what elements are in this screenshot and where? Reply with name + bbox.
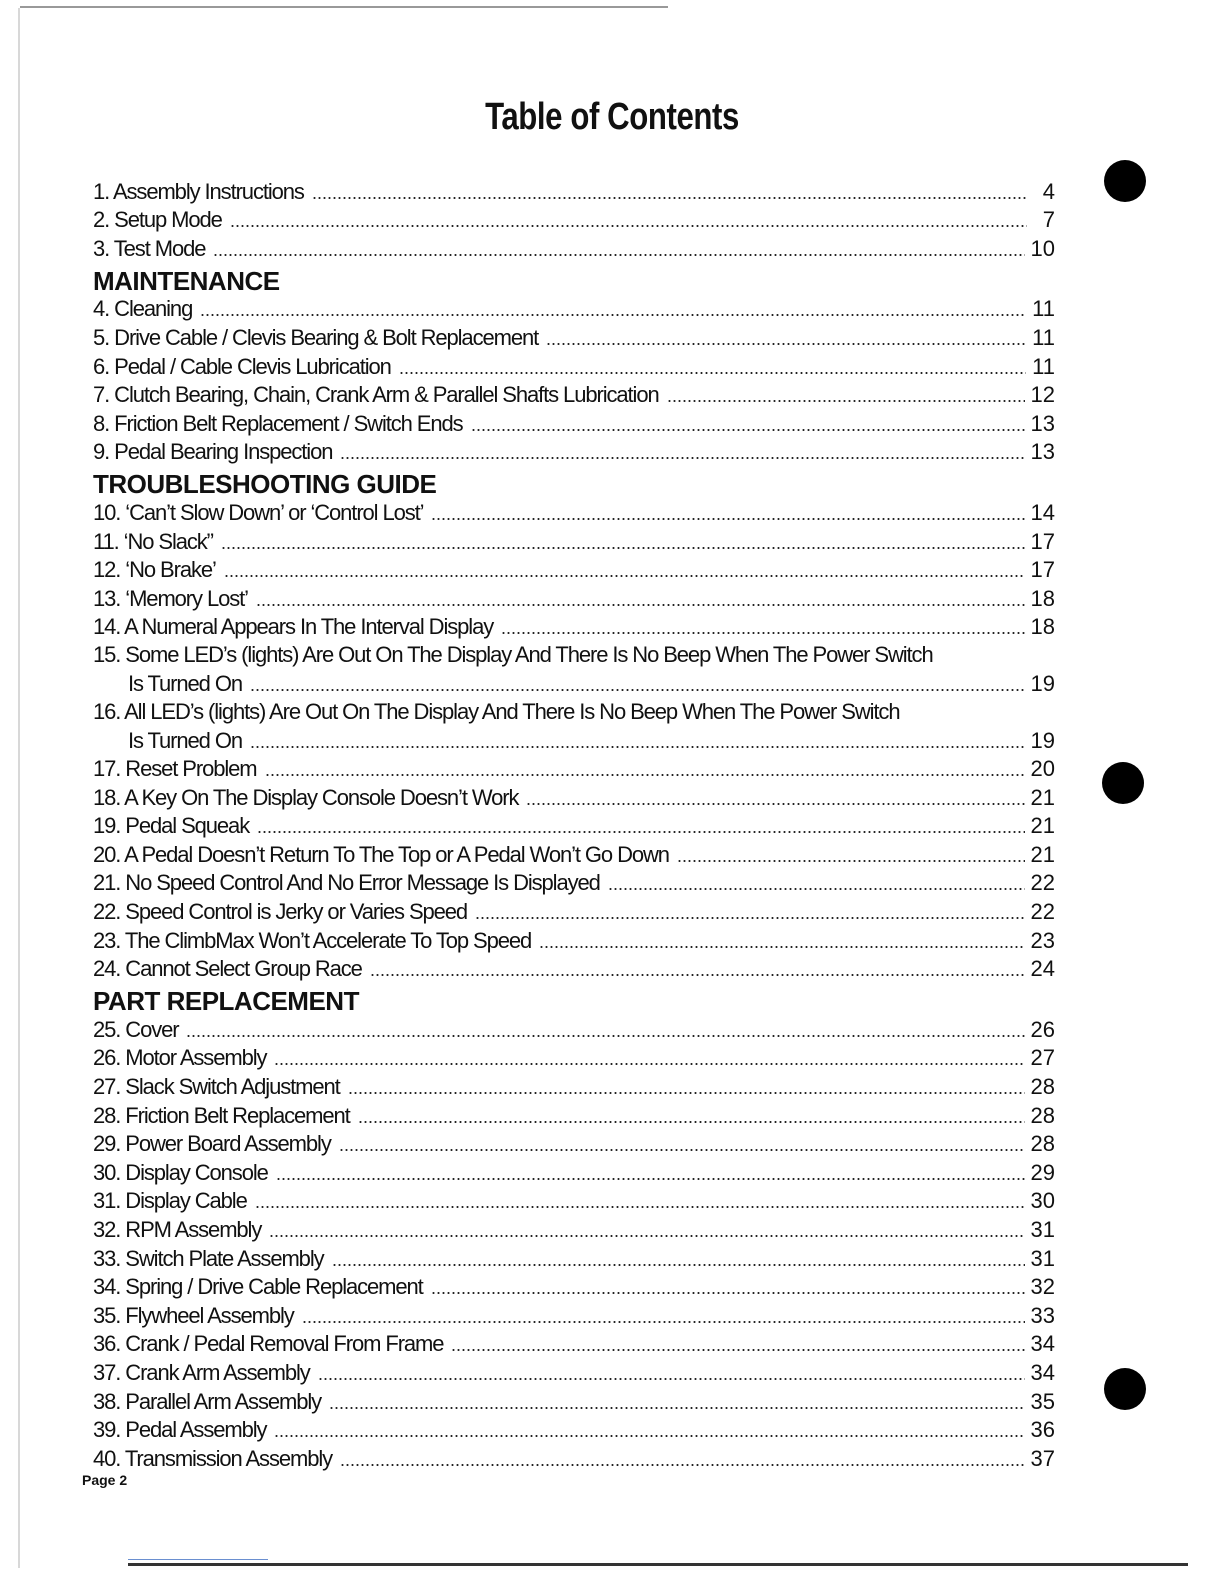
dot-leader — [312, 196, 1027, 200]
scan-bottom-edge — [128, 1563, 1188, 1566]
toc-entry-text: 11. ‘No Slack” — [93, 528, 213, 554]
dot-leader — [475, 916, 1024, 920]
toc-entry — [93, 1443, 1055, 1472]
toc-entry-text: 32. RPM Assembly — [93, 1217, 262, 1242]
toc-entry-text: 36. Crank / Pedal Removal From Frame — [93, 1331, 444, 1357]
toc-entry — [93, 583, 1055, 612]
section-heading: MAINTENANCE — [93, 265, 280, 296]
toc-page-number: 4 — [1042, 178, 1055, 204]
toc-page-number: 26 — [1030, 1016, 1055, 1042]
toc-entry — [93, 839, 1055, 868]
toc-entry-text: 39. Pedal Assembly — [93, 1417, 267, 1443]
punch-hole-bottom — [1104, 1368, 1146, 1410]
toc-entry — [93, 1186, 1055, 1215]
dot-leader — [546, 342, 1026, 346]
toc-entry — [93, 408, 1055, 437]
toc-entry — [93, 612, 1055, 641]
toc-page-number: 28 — [1030, 1074, 1055, 1100]
toc-entry — [93, 1272, 1055, 1301]
dot-leader — [431, 1291, 1025, 1295]
dot-leader — [539, 945, 1024, 949]
toc-entry — [93, 1043, 1055, 1072]
toc-page-number: 18 — [1030, 614, 1055, 640]
toc-entry-text: 1. Assembly Instructions — [93, 178, 304, 204]
toc-entry — [93, 782, 1055, 811]
toc-entry-continuation — [93, 668, 1055, 697]
toc-entry — [93, 1300, 1055, 1329]
dot-leader — [200, 313, 1026, 317]
toc-page-number: 31 — [1030, 1245, 1055, 1271]
dot-leader — [274, 1062, 1024, 1066]
dot-leader — [431, 517, 1024, 521]
dot-leader — [250, 688, 1025, 692]
toc-entry-text: 30. Display Console — [93, 1159, 268, 1185]
toc-page-number: 34 — [1030, 1331, 1055, 1357]
toc-entry-text: 4. Cleaning — [93, 296, 193, 322]
dot-leader — [340, 1463, 1024, 1467]
toc-entry-text: 17. Reset Problem — [93, 756, 257, 782]
toc-entry-text: 22. Speed Control is Jerky or Varies Speed — [93, 899, 468, 925]
dot-leader — [471, 428, 1025, 432]
toc-entry-text: 20. A Pedal Doesn’t Return To The Top or A Pedal Won’t Go Down — [93, 841, 669, 867]
toc-page-number: 11 — [1032, 296, 1055, 322]
dot-leader — [230, 224, 1027, 228]
toc-entry — [93, 205, 1055, 234]
toc-entry — [93, 351, 1055, 380]
toc-page-number: 29 — [1030, 1159, 1055, 1185]
toc-page-number: 19 — [1030, 727, 1055, 753]
toc-entry-text: 23. The ClimbMax Won’t Accelerate To Top Speed — [93, 927, 532, 953]
toc-page-number: 21 — [1030, 784, 1055, 810]
toc-page-number: 21 — [1030, 841, 1055, 867]
toc-entry — [93, 437, 1055, 466]
toc-page-number: 35 — [1030, 1388, 1055, 1414]
table-of-contents — [93, 176, 1055, 1472]
toc-page-number: 27 — [1030, 1045, 1055, 1071]
toc-entry-text: 33. Switch Plate Assembly — [93, 1245, 324, 1271]
dot-leader — [224, 574, 1025, 578]
toc-page-number: 37 — [1030, 1445, 1055, 1471]
dot-leader — [256, 603, 1025, 607]
toc-entry — [93, 1386, 1055, 1415]
dot-leader — [348, 1091, 1025, 1095]
toc-entry-text: 21. No Speed Control And No Error Message Is Displayed — [93, 870, 600, 896]
punch-hole-middle — [1102, 762, 1144, 804]
toc-page-number: 11 — [1032, 324, 1055, 350]
toc-page-number: 28 — [1030, 1131, 1055, 1157]
toc-entry-text: 18. A Key On The Display Console Doesn’t Work — [93, 784, 519, 810]
toc-page-number: 13 — [1030, 410, 1055, 436]
dot-leader — [501, 631, 1024, 635]
toc-page-number: 36 — [1030, 1417, 1055, 1443]
toc-entry-text: 5. Drive Cable / Clevis Bearing & Bolt Replacement — [93, 324, 539, 350]
toc-entry — [93, 176, 1055, 205]
toc-page-number: 18 — [1030, 585, 1055, 611]
dot-leader — [186, 1034, 1024, 1038]
dot-leader — [340, 456, 1024, 460]
dot-leader — [358, 1120, 1025, 1124]
dot-leader — [318, 1377, 1025, 1381]
page-title: Table of Contents — [485, 96, 739, 138]
dot-leader — [329, 1406, 1024, 1410]
toc-entry-text: 9. Pedal Bearing Inspection — [93, 439, 333, 465]
toc-page-number: 19 — [1030, 670, 1055, 696]
toc-entry-text: 38. Parallel Arm Assembly — [93, 1388, 322, 1414]
toc-entry-text: 19. Pedal Squeak — [93, 813, 250, 839]
toc-page-number: 21 — [1030, 813, 1055, 839]
toc-page-number: 32 — [1030, 1274, 1055, 1300]
toc-entry-first-line — [93, 697, 1055, 725]
dot-leader — [608, 887, 1025, 891]
toc-entry — [93, 497, 1055, 526]
toc-page-number: 11 — [1032, 353, 1055, 379]
toc-entry-continuation — [93, 725, 1055, 754]
toc-page-number: 14 — [1030, 499, 1055, 525]
toc-entry-text: Is Turned On — [128, 727, 242, 753]
toc-page-number: 28 — [1030, 1102, 1055, 1128]
toc-entry — [93, 1329, 1055, 1358]
toc-entry — [93, 1129, 1055, 1158]
toc-entry — [93, 1415, 1055, 1444]
section-heading: PART REPLACEMENT — [93, 986, 359, 1017]
toc-entry-text: 12. ‘No Brake’ — [93, 557, 216, 583]
toc-page-number: 33 — [1030, 1302, 1055, 1328]
toc-entry — [93, 754, 1055, 783]
dot-leader — [257, 830, 1024, 834]
dot-leader — [221, 546, 1025, 550]
dot-leader — [399, 371, 1026, 375]
scan-top-edge — [20, 6, 668, 8]
dot-leader — [526, 802, 1024, 806]
toc-page-number: 34 — [1030, 1359, 1055, 1385]
toc-entry — [93, 1214, 1055, 1243]
toc-entry-text: 13. ‘Memory Lost’ — [93, 585, 248, 611]
toc-entry-text: 15. Some LED’s (lights) Are Out On The Display And There Is No Beep When The Power Switch — [93, 642, 933, 668]
toc-entry-text: 2. Setup Mode — [93, 207, 222, 233]
dot-leader — [339, 1148, 1025, 1152]
dot-leader — [332, 1263, 1025, 1267]
toc-entry-text: 31. Display Cable — [93, 1188, 247, 1214]
toc-page-number: 20 — [1030, 756, 1055, 782]
toc-entry — [93, 1071, 1055, 1100]
toc-entry — [93, 1243, 1055, 1272]
toc-entry-text: 24. Cannot Select Group Race — [93, 956, 362, 982]
toc-entry — [93, 233, 1055, 262]
toc-entry — [93, 896, 1055, 925]
section-heading: TROUBLESHOOTING GUIDE — [93, 469, 437, 500]
toc-entry — [93, 1014, 1055, 1043]
toc-entry-text: 3. Test Mode — [93, 235, 206, 261]
dot-leader — [451, 1348, 1024, 1352]
toc-page-number: 12 — [1030, 382, 1055, 408]
toc-page-number: 13 — [1030, 439, 1055, 465]
toc-entry-first-line — [93, 640, 1055, 668]
toc-entry-text: 10. ‘Can’t Slow Down’ or ‘Control Lost’ — [93, 499, 424, 525]
toc-entry-text: 35. Flywheel Assembly — [93, 1302, 294, 1328]
toc-entry — [93, 1157, 1055, 1186]
dot-leader — [274, 1434, 1024, 1438]
dot-leader — [677, 859, 1025, 863]
toc-entry-text: 6. Pedal / Cable Clevis Lubrication — [93, 353, 391, 379]
dot-leader — [265, 773, 1025, 777]
dot-leader — [250, 745, 1025, 749]
toc-entry — [93, 925, 1055, 954]
dot-leader — [302, 1320, 1025, 1324]
toc-entry — [93, 868, 1055, 897]
toc-entry — [93, 954, 1055, 983]
dot-leader — [667, 399, 1025, 403]
toc-page-number: 31 — [1030, 1217, 1055, 1242]
toc-entry-text: 7. Clutch Bearing, Chain, Crank Arm & Parallel Shafts Lubrication — [93, 382, 659, 408]
toc-entry — [93, 1100, 1055, 1129]
toc-page-number: 22 — [1030, 899, 1055, 925]
toc-entry — [93, 526, 1055, 555]
toc-entry-text: 28. Friction Belt Replacement — [93, 1102, 350, 1128]
dot-leader — [269, 1234, 1024, 1238]
toc-page-number: 22 — [1030, 870, 1055, 896]
toc-page-number: 23 — [1030, 927, 1055, 953]
dot-leader — [370, 973, 1025, 977]
toc-entry-text: 37. Crank Arm Assembly — [93, 1359, 310, 1385]
toc-page-number: 30 — [1030, 1188, 1055, 1214]
toc-entry-text: 40. Transmission Assembly — [93, 1445, 333, 1471]
toc-entry-text: Is Turned On — [128, 670, 242, 696]
scan-bottom-mark — [128, 1559, 268, 1560]
toc-entry-text: 34. Spring / Drive Cable Replacement — [93, 1274, 423, 1300]
toc-entry-text: 29. Power Board Assembly — [93, 1131, 331, 1157]
toc-entry-text: 16. All LED’s (lights) Are Out On The Display And There Is No Beep When The Power Switch — [93, 698, 900, 724]
toc-page-number: 17 — [1030, 557, 1055, 583]
toc-entry-text: 25. Cover — [93, 1016, 179, 1042]
toc-entry — [93, 811, 1055, 840]
toc-page-number: 24 — [1030, 956, 1055, 982]
dot-leader — [276, 1177, 1025, 1181]
toc-entry — [93, 555, 1055, 584]
scan-left-edge — [18, 8, 20, 1568]
dot-leader — [213, 253, 1024, 257]
toc-entry-text: 27. Slack Switch Adjustment — [93, 1074, 340, 1100]
toc-page-number: 17 — [1030, 528, 1055, 554]
toc-page-number: 10 — [1030, 235, 1055, 261]
page-number-footer: Page 2 — [82, 1472, 128, 1488]
toc-entry — [93, 322, 1055, 351]
toc-entry-text: 14. A Numeral Appears In The Interval Display — [93, 614, 494, 640]
toc-entry-text: 26. Motor Assembly — [93, 1045, 267, 1071]
toc-page-number: 7 — [1042, 207, 1055, 233]
toc-entry — [93, 1357, 1055, 1386]
toc-entry — [93, 380, 1055, 409]
toc-entry-text: 8. Friction Belt Replacement / Switch Ends — [93, 410, 463, 436]
dot-leader — [255, 1205, 1025, 1209]
punch-hole-top — [1104, 160, 1146, 202]
toc-entry — [93, 294, 1055, 323]
